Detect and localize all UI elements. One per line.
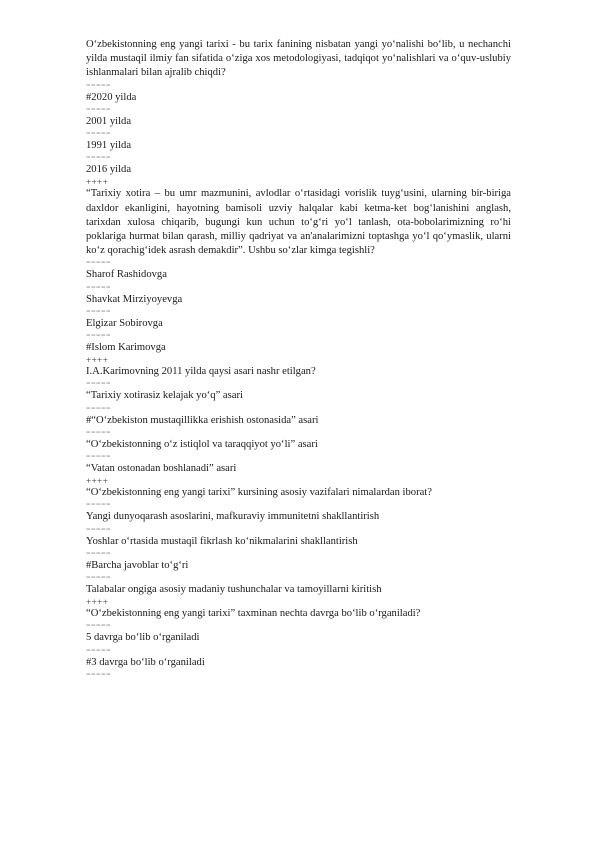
answer-option: 5 davrga bo‘lib o‘rganiladi [86,632,200,644]
separator: ===== [86,427,112,437]
question-3-text: I.A.Karimovning 2011 yilda qaysi asari nashr etilgan? [86,366,316,378]
answer-option: #2020 yilda [86,91,137,103]
answer-option: #3 davrga bo‘lib o‘rganiladi [86,656,205,668]
separator: ===== [86,548,112,558]
answer-option: #Islom Karimovga [86,342,166,354]
answer-option: Talabalar ongiga asosiy madaniy tushunchalar va tamoyillarni kiritish [86,584,382,596]
answer-option: Shavkat Mirziyoyevga [86,293,183,305]
answer-option: “Vatan ostonadan boshlanadi” asari [86,463,237,475]
separator: ===== [86,129,112,139]
question-4-text: “O‘zbekistonning eng yangi tarixi” kursining asosiy vazifalari nimalardan iborat? [86,487,432,499]
question-2-text: “Tarixiy xotira – bu umr mazmunini, avlodlar o‘rtasidagi vorislik tuyg‘usini, ularning bir-biriga daxldor ekanligini, hayotning bamisoli uzviy halqalar kabi ketma-ket bog‘lanishini anglash, tarixdan xulosa chiqarib, bugungi kun uchun to‘g‘ri yo‘l tanlash, ota-bobolarimizning ro‘hi poklariga hurmat bilan qarash, milliy qadriyat va an'analarimizni toptashga yo‘l qo‘ymaslik, ularni ko‘z qorachig‘idek asrash demakdir”. Ushbu so‘zlar kimga tegishli? [86,188,511,257]
question-divider: ++++ [86,597,109,608]
document-page [86,38,511,680]
separator: ===== [86,573,112,583]
separator: ===== [86,621,112,631]
answer-option: “O‘zbekistonning o‘z istiqlol va taraqqiyot yo‘li” asari [86,438,318,450]
separator: ===== [86,500,112,510]
separator: ===== [86,645,112,655]
question-divider: ++++ [86,355,109,366]
question-1-text: O‘zbekistonning eng yangi tarixi - bu tarix fanining nisbatan yangi yo‘nalishi bo‘lib, u nechanchi yilda mustaqil ilmiy fan sifatida o‘ziga xos metodologiyasi, tadqiqot yo‘nalishlari va o‘quv-uslubiy ishlanmalari bilan ajralib chiqdi? [86,39,511,79]
separator: ===== [86,524,112,534]
separator: ===== [86,403,112,413]
answer-option: #“O‘zbekiston mustaqillikka erishish ostonasida” asari [86,414,319,426]
answer-option: Yangi dunyoqarash asoslarini, mafkuraviy immunitetni shakllantirish [86,511,380,523]
answer-option: Elgizar Sobirovga [86,317,163,329]
separator: ===== [86,452,112,462]
separator: ===== [86,669,112,679]
separator: ===== [86,258,112,268]
separator: ===== [86,379,112,389]
separator: ===== [86,104,112,114]
answer-option: Yoshlar o‘rtasida mustaqil fikrlash ko‘nikmalarini shakllantirish [86,535,358,547]
answer-option: 2001 yilda [86,115,132,127]
question-divider: ++++ [86,476,109,487]
separator: ===== [86,80,112,90]
separator: ===== [86,153,112,163]
question-5-text: “O‘zbekistonning eng yangi tarixi” taxminan nechta davrga bo‘lib o‘rganiladi? [86,608,421,620]
answer-option: 2016 yilda [86,164,132,176]
separator: ===== [86,282,112,292]
answer-option: Sharof Rashidovga [86,269,167,281]
answer-option: #Barcha javoblar to‘g‘ri [86,559,189,571]
separator: ===== [86,306,112,316]
question-divider: ++++ [86,177,109,188]
answer-option: “Tarixiy xotirasiz kelajak yo‘q” asari [86,390,243,402]
answer-option: 1991 yilda [86,140,132,152]
separator: ===== [86,331,112,341]
